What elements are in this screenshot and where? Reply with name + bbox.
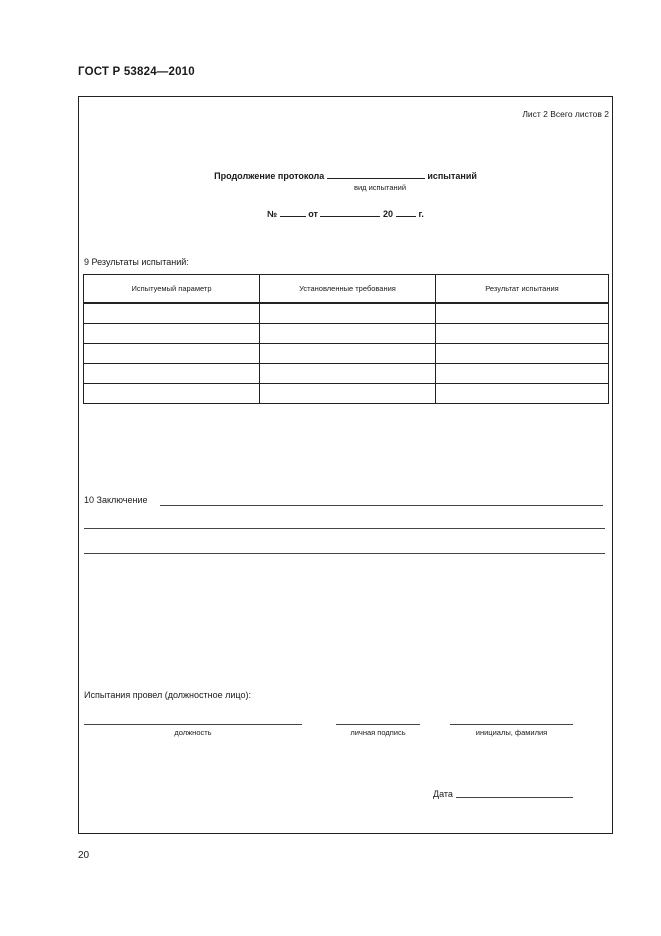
- test-results-table: [83, 274, 609, 404]
- table-row: [84, 303, 609, 324]
- column-header-result: Результат испытания: [436, 275, 609, 304]
- table-cell[interactable]: [436, 344, 609, 364]
- from-word: от: [308, 209, 318, 219]
- column-header-requirements: Установленные требования: [260, 275, 436, 304]
- conclusion-line-3[interactable]: [84, 553, 605, 554]
- protocol-title: [78, 170, 613, 181]
- table-cell[interactable]: [260, 324, 436, 344]
- table-row: [84, 364, 609, 384]
- table-cell[interactable]: [436, 303, 609, 324]
- table-cell[interactable]: [436, 384, 609, 404]
- date-label: Дата: [433, 789, 453, 799]
- name-caption: инициалы, фамилия: [475, 728, 548, 737]
- table-cell[interactable]: [84, 303, 260, 324]
- table-header-row: [84, 275, 609, 304]
- table-cell[interactable]: [260, 384, 436, 404]
- position-caption: должность: [174, 728, 212, 737]
- test-type-caption: вид испытаний: [353, 183, 407, 192]
- table-cell[interactable]: [84, 364, 260, 384]
- document-standard-header: ГОСТ Р 53824—2010: [78, 66, 195, 78]
- position-line[interactable]: [84, 724, 302, 725]
- column-header-parameter: Испытуемый параметр: [84, 275, 260, 304]
- table-row: [84, 384, 609, 404]
- protocol-year-blank[interactable]: [396, 208, 416, 217]
- table-cell[interactable]: [260, 344, 436, 364]
- signature-line[interactable]: [336, 724, 420, 725]
- section-10-label: 10 Заключение: [84, 495, 148, 505]
- name-line[interactable]: [450, 724, 573, 725]
- signature-caption: личная подпись: [350, 728, 406, 737]
- table-cell[interactable]: [436, 324, 609, 344]
- table-cell[interactable]: [84, 384, 260, 404]
- table-cell[interactable]: [84, 324, 260, 344]
- protocol-number-line: [78, 208, 613, 219]
- table-cell[interactable]: [84, 344, 260, 364]
- table-row: [84, 344, 609, 364]
- signature-intro: Испытания провел (должностное лицо):: [84, 690, 251, 700]
- table-cell[interactable]: [436, 364, 609, 384]
- sheet-info: Лист 2 Всего листов 2: [522, 109, 609, 119]
- conclusion-line-1[interactable]: [160, 505, 603, 506]
- conclusion-line-2[interactable]: [84, 528, 605, 529]
- test-type-blank[interactable]: [327, 170, 425, 179]
- number-sign: №: [267, 209, 278, 219]
- table-row: [84, 324, 609, 344]
- protocol-title-left: Продолжение протокола: [214, 171, 325, 181]
- section-9-label: 9 Результаты испытаний:: [84, 257, 189, 267]
- date-line[interactable]: [456, 797, 573, 798]
- table-cell[interactable]: [260, 364, 436, 384]
- protocol-title-right: испытаний: [427, 171, 477, 181]
- protocol-number-blank[interactable]: [280, 208, 306, 217]
- protocol-date-blank[interactable]: [320, 208, 380, 217]
- page-number: 20: [78, 850, 90, 861]
- year-prefix: 20: [382, 209, 393, 219]
- table-cell[interactable]: [260, 303, 436, 324]
- year-suffix: г.: [418, 209, 424, 219]
